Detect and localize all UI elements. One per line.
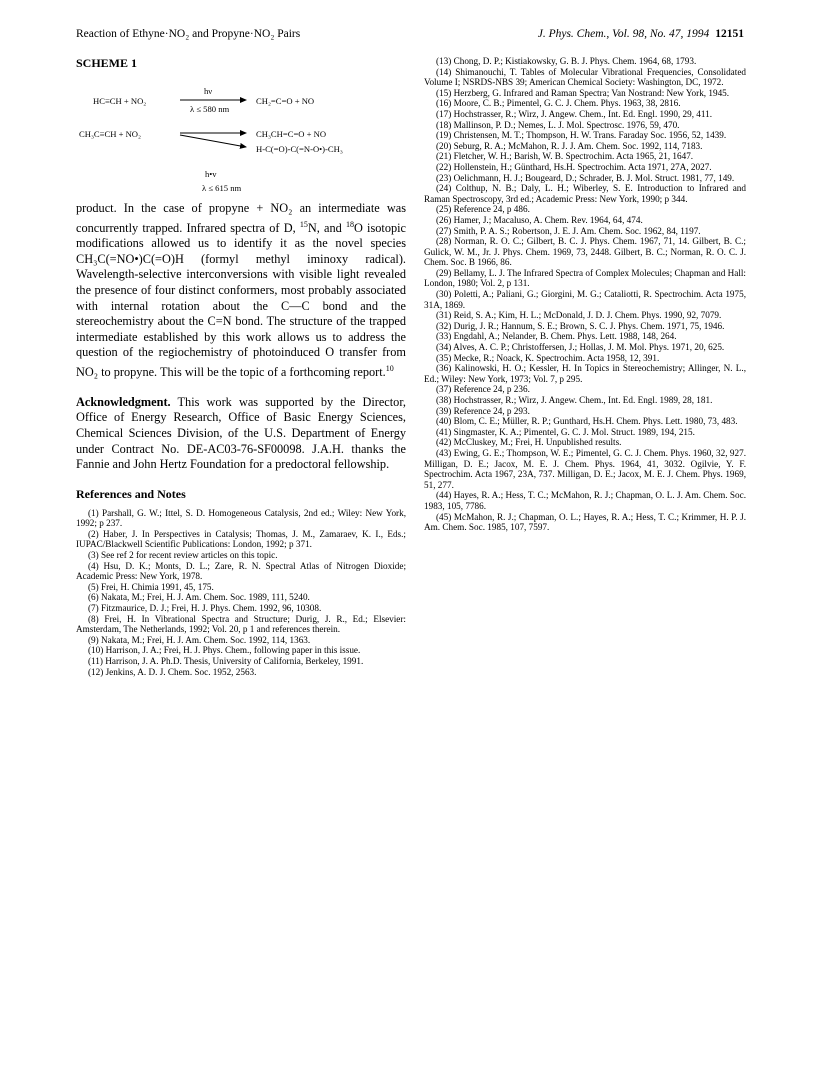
right-column [424,56,746,533]
reference-item: (5) Frei, H. Chimia 1991, 45, 175. [88,581,214,592]
reference-item: (21) Fletcher, W. H.; Barish, W. B. Spectrochim. Acta 1965, 21, 1647. [436,151,694,162]
reaction2-product-b: H-C(=O)-C(=N-O•)-CH₃ [256,144,343,154]
reference-item: (43) Ewing, G. E.; Thompson, W. E.; Pimentel, G. C. J. Chem. Phys. 1960, 32, 927. Milligan, D. E.; Jacox, M. E. J. Chem. Phys. 1964, 41, 3032. Ogilvie, Y. F. Spectrochim. Acta 1967, 23A, 737. Milligan, D. E.; Jacox, M. E. J. Chem. Phys. 1969, 51, 277. [424,447,746,490]
reference-item: (35) Mecke, R.; Noack, K. Spectrochim. Acta 1958, 12, 391. [436,352,660,363]
reference-item: (27) Smith, P. A. S.; Robertson, J. E. J. Am. Chem. Soc. 1962, 84, 1197. [436,225,701,236]
reference-item: (37) Reference 24, p 236. [436,384,530,395]
body-paragraph: product. In the case of propyne + NO₂ an intermediate was concurrently trapped. Infrared spectra of D, $^{15}$N, and $^{18}$O isotopic modifications allowed us to identify it as the novel species CH₃C(=NO•)C(=O)H (formyl methyl iminoxy radical). Wavelength-selective interconversions with visible light revealed the presence of four distinct conformers, most probably associated with internal rotation about the C—C bond and the stereochemistry about the C=N bond. The structure of the trapped intermediate established by this work allows us to address the question of the regiochemistry of photoinduced O transfer from NO₂ to propyne. This will be the topic of a forthcoming report.$^{10}$ [76,201,406,380]
reference-item: (32) Durig, J. R.; Hannum, S. E.; Brown, S. C. J. Phys. Chem. 1971, 75, 1946. [436,320,725,331]
running-header [76,28,744,44]
reaction1-reactants: HC≡CH + NO₂ [93,96,147,106]
reference-item: (41) Singmaster, K. A.; Pimentel, G. C. J. Mol. Struct. 1989, 194, 215. [436,426,695,437]
reaction2-hv: h•v [205,169,217,179]
reference-item: (11) Harrison, J. A. Ph.D. Thesis, University of California, Berkeley, 1991. [88,656,364,666]
reference-item: (16) Moore, C. B.; Pimentel, G. C. J. Chem. Phys. 1963, 38, 2816. [436,98,681,109]
reference-item: (33) Engdahl, A.; Nelander, B. Chem. Phys. Lett. 1988, 148, 264. [436,331,677,342]
reference-item: (8) Frei, H. In Vibrational Spectra and Structure; Durig, J. R., Ed.; Elsevier: Amsterdam, The Netherlands, 1992; Vol. 20, p 1 and references therein. [76,613,406,635]
reference-item: (25) Reference 24, p 486. [436,204,530,215]
reaction2-product-a: CH₃CH=C=O + NO [256,129,327,139]
reference-item: (22) Hollenstein, H.; Günthard, Hs.H. Spectrochim. Acta 1971, 27A, 2027. [436,161,712,172]
reference-item: (23) Oelichmann, H. J.; Bougeard, D.; Schrader, B. J. Mol. Struct. 1981, 77, 149. [436,172,735,183]
reaction-arrow-2b [180,135,246,147]
reference-item: (12) Jenkins, A. D. J. Chem. Soc. 1952, 2563. [88,666,257,677]
reaction1-hv: hν [204,86,213,96]
acknowledgment-label: Acknowledgment. [76,394,171,409]
left-column [76,56,406,677]
page-number: 12151 [715,28,744,40]
reference-item: (18) Mallinson, P. D.; Nemes, L. J. Mol. Spectrosc. 1976, 59, 470. [436,119,680,130]
reference-item: (2) Haber, J. In Perspectives in Catalysis; Thomas, J. M., Zamaraev, K. I., Eds.; IUPAC/Blackwell Scientific Publications: London, 1992; p 371. [76,528,406,550]
journal-citation: J. Phys. Chem., Vol. 98, No. 47, 1994 12151 [537,28,744,40]
scheme-title: SCHEME 1 [76,56,138,70]
reference-item: (42) McCluskey, M.; Frei, H. Unpublished results. [436,437,622,448]
reference-item: (10) Harrison, J. A.; Frei, H. J. Phys. Chem., following paper in this issue. [88,645,361,656]
reference-item: (19) Christensen, M. T.; Thompson, H. W. Trans. Faraday Soc. 1956, 52, 1439. [436,130,727,141]
reference-item: (9) Nakata, M.; Frei, H. J. Am. Chem. Soc. 1992, 114, 1363. [88,634,311,645]
reference-item: (28) Norman, R. O. C.; Gilbert, B. C. J. Phys. Chem. 1967, 71, 14. Gilbert, B. C.; Gulick, W. M., Jr. J. Phys. Chem. 1969, 73, 2448. Gilbert, B. C.; Norman, R. O. C. J. Chem. Soc. B 1966, 86. [424,236,746,268]
references-heading: References and Notes [76,486,186,501]
reference-item: (34) Alves, A. C. P.; Christoffersen, J.; Hollas, J. M. Mol. Phys. 1971, 20, 625. [436,342,725,353]
reference-item: (6) Nakata, M.; Frei, H. J. Am. Chem. Soc. 1989, 111, 5240. [88,592,310,603]
reference-item: (14) Shimanouchi, T. Tables of Molecular Vibrational Frequencies, Consolidated Volume I; NSRDS-NBS 39; American Chemical Society: Washington, DC, 1972. [424,66,746,88]
reference-item: (40) Blom, C. E.; Müller, R. P.; Gunthard, Hs.H. Chem. Phys. Lett. 1980, 73, 483. [436,416,738,427]
reference-item: (36) Kalinowski, H. O.; Kessler, H. In Topics in Stereochemistry; Allinger, N. L., Ed.; Wiley: New York, 1973; Vol. 7, p 295. [424,363,746,384]
reference-item: (13) Chong, D. P.; Kistiakowsky, G. B. J. Phys. Chem. 1964, 68, 1793. [436,56,697,66]
reference-item: (24) Colthup, N. B.; Daly, L. H.; Wiberley, S. E. Introduction to Infrared and Raman Spectroscopy, 3rd ed.; Academic Press: New York, 1990; p 344. [424,183,746,204]
reference-item: (15) Herzberg, G. Infrared and Raman Spectra; Van Nostrand: New York, 1945. [436,87,730,98]
references-list-right [424,56,746,533]
reference-item: (30) Poletti, A.; Paliani, G.; Giorgini, M. G.; Cataliotti, R. Spectrochim. Acta 1975, 31A, 1869. [424,289,746,310]
references-list-left [76,508,406,678]
reference-item: (45) McMahon, R. J.; Chapman, O. L.; Hayes, R. A.; Hess, T. C.; Krimmer, H. P. J. Am. Chem. Soc. 1985, 107, 7597. [424,511,746,533]
reaction2-reactants: CH₃C≡CH + NO₂ [79,129,142,139]
reference-item: (44) Hayes, R. A.; Hess, T. C.; McMahon, R. J.; Chapman, O. L. J. Am. Chem. Soc. 1983, 105, 7786. [424,490,746,511]
reaction1-products: CH₂=C=O + NO [256,96,315,106]
reference-item: (31) Reid, S. A.; Kim, H. L.; McDonald, J. D. J. Chem. Phys. 1990, 92, 7079. [436,310,722,321]
scheme-diagram [76,79,406,201]
reference-item: (20) Seburg, R. A.; McMahon, R. J. J. Am. Chem. Soc. 1992, 114, 7183. [436,140,703,151]
reference-item: (4) Hsu, D. K.; Monts, D. L.; Zare, R. N. Spectral Atlas of Nitrogen Dioxide; Academic Press: New York, 1978. [76,560,406,582]
reaction2-condition: λ ≤ 615 nm [202,183,242,193]
reference-item: (39) Reference 24, p 293. [436,405,530,416]
reference-item: (29) Bellamy, L. J. The Infrared Spectra of Complex Molecules; Chapman and Hall: London, 1980; Vol. 2, p 131. [424,267,746,289]
running-title: Reaction of Ethyne·NO₂ and Propyne·NO₂ Pairs [76,28,301,40]
reaction1-condition: λ ≤ 580 nm [190,104,230,114]
reference-item: (26) Hamer, J.; Macaluso, A. Chem. Rev. 1964, 64, 474. [436,214,643,225]
reference-item: (38) Hochstrasser, R.; Wirz, J. Angew. Chem., Int. Ed. Engl. 1989, 28, 181. [436,395,713,405]
reference-item: (17) Hochstrasser, R.; Wirz, J. Angew. Chem., Int. Ed. Engl. 1990, 29, 411. [436,108,713,119]
acknowledgment-paragraph: Acknowledgment. This work was supported by the Director, Office of Energy Research, Office of Basic Energy Sciences, Chemical Sciences Division, of the U.S. Department of Energy under Contract No. DE-AC03-76-SF00098. J.A.H. thanks the Fannie and John Hertz Foundation for a predoctoral fellowship. [76,394,406,472]
reference-item: (7) Fitzmaurice, D. J.; Frei, H. J. Phys. Chem. 1992, 96, 10308. [88,603,322,614]
citation-ref: 10 [385,364,394,374]
reference-item: (1) Parshall, G. W.; Ittel, S. D. Homogeneous Catalysis, 2nd ed.; Wiley: New York, 1992; p 237. [76,507,406,529]
reference-item: (3) See ref 2 for recent review articles on this topic. [88,550,278,561]
